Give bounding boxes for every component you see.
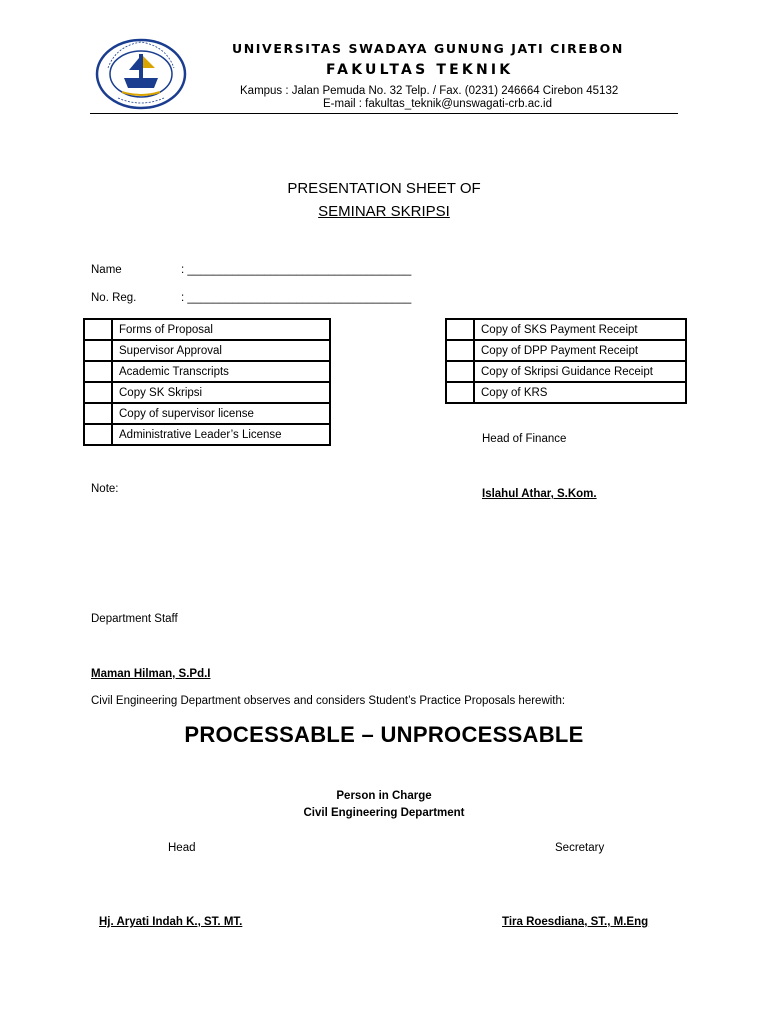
- finance-role: Head of Finance: [482, 433, 567, 445]
- checklist-item-label: Copy of supervisor license: [112, 403, 330, 424]
- faculty-email: E-mail : fakultas_teknik@unswagati-crb.ac.id: [323, 98, 552, 110]
- checkbox[interactable]: [446, 319, 474, 340]
- checklist-row: [84, 340, 330, 361]
- checkbox[interactable]: [84, 340, 112, 361]
- checklist-row: [446, 382, 686, 403]
- checkbox[interactable]: [84, 424, 112, 445]
- university-logo: [94, 38, 188, 110]
- document-title-line1: PRESENTATION SHEET OF: [287, 180, 481, 197]
- checklist-item-label: Copy of KRS: [474, 382, 686, 403]
- checklist-row: [84, 382, 330, 403]
- head-signatory-name: Hj. Aryati Indah K., ST. MT.: [99, 916, 243, 928]
- checklist-item-label: Administrative Leader’s License: [112, 424, 330, 445]
- checklist-row: [446, 340, 686, 361]
- checklist-item-label: Copy of SKS Payment Receipt: [474, 319, 686, 340]
- checklist-item-label: Copy SK Skripsi: [112, 382, 330, 403]
- checklist-row: [84, 424, 330, 445]
- checklist-row: [84, 319, 330, 340]
- header-divider: [90, 113, 678, 114]
- university-name: UNIVERSITAS SWADAYA GUNUNG JATI CIREBON: [232, 41, 624, 56]
- reg-number-field[interactable]: : ___________________________________: [181, 292, 412, 304]
- faculty-name: FAKULTAS TEKNIK: [326, 62, 514, 78]
- person-in-charge-label: Person in Charge: [336, 790, 432, 802]
- reg-number-label: No. Reg.: [91, 292, 137, 304]
- name-field[interactable]: : ___________________________________: [181, 264, 412, 276]
- checklist-row: [446, 319, 686, 340]
- staff-role: Department Staff: [91, 613, 178, 625]
- document-checklist-right: [445, 318, 687, 404]
- checklist-item-label: Supervisor Approval: [112, 340, 330, 361]
- checklist-item-label: Academic Transcripts: [112, 361, 330, 382]
- checkbox[interactable]: [446, 382, 474, 403]
- campus-address: Kampus : Jalan Pemuda No. 32 Telp. / Fax. (0231) 246664 Cirebon 45132: [240, 85, 619, 97]
- checkbox[interactable]: [84, 382, 112, 403]
- checkbox[interactable]: [84, 319, 112, 340]
- checkbox[interactable]: [446, 361, 474, 382]
- staff-signatory-name: Maman Hilman, S.Pd.I: [91, 668, 211, 680]
- checklist-item-label: Copy of Skripsi Guidance Receipt: [474, 361, 686, 382]
- department-statement: Civil Engineering Department observes and considers Student’s Practice Proposals herewith:: [91, 695, 566, 707]
- document-title-line2: SEMINAR SKRIPSI: [318, 203, 450, 220]
- checkbox[interactable]: [84, 361, 112, 382]
- department-name: Civil Engineering Department: [303, 807, 465, 819]
- decision-heading: PROCESSABLE – UNPROCESSABLE: [184, 722, 584, 747]
- checklist-row: [84, 403, 330, 424]
- name-label: Name: [91, 264, 122, 276]
- checklist-item-label: Forms of Proposal: [112, 319, 330, 340]
- finance-signatory-name: Islahul Athar, S.Kom.: [482, 488, 597, 500]
- note-label: Note:: [91, 483, 119, 495]
- head-role: Head: [168, 842, 196, 854]
- secretary-role: Secretary: [555, 842, 605, 854]
- document-checklist-left: [83, 318, 331, 446]
- secretary-signatory-name: Tira Roesdiana, ST., M.Eng: [502, 916, 649, 928]
- checklist-row: [84, 361, 330, 382]
- checklist-item-label: Copy of DPP Payment Receipt: [474, 340, 686, 361]
- checkbox[interactable]: [84, 403, 112, 424]
- checklist-row: [446, 361, 686, 382]
- checkbox[interactable]: [446, 340, 474, 361]
